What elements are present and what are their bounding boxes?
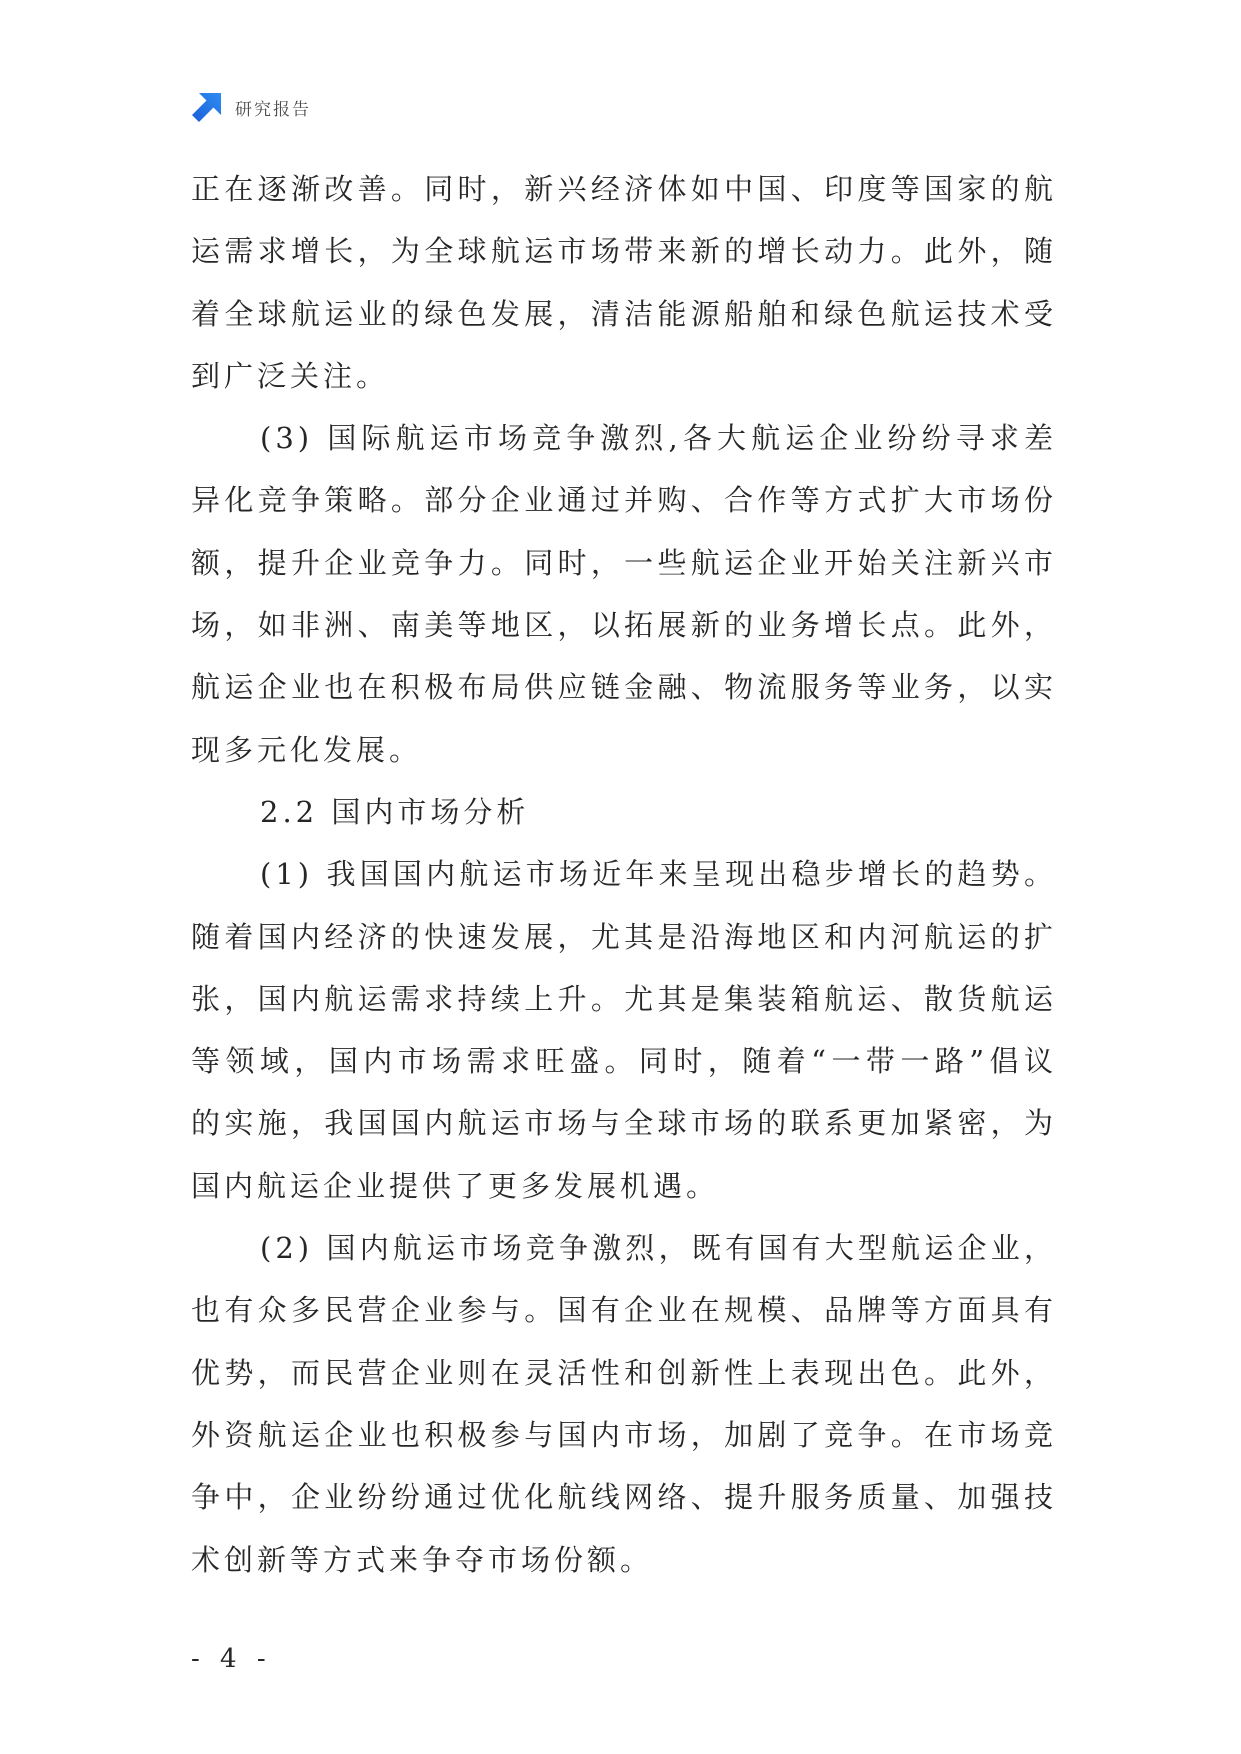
text-line: 随着国内经济的快速发展，尤其是沿海地区和内河航运的扩 (191, 919, 1057, 954)
text-line: (2) 国内航运市场竞争激烈，既有国有大型航运企业， (260, 1231, 1057, 1266)
text-line: 正在逐渐改善。同时，新兴经济体如中国、印度等国家的航 (191, 172, 1057, 206)
paragraph (191, 1217, 1057, 1591)
document-body (191, 158, 1057, 1591)
text-line: 等领域，国内市场需求旺盛。同时，随着“一带一路”倡议 (191, 1044, 1057, 1079)
text-line: 现多元化发展。 (191, 732, 423, 767)
text-line: 2.2 国内市场分析 (260, 794, 530, 829)
text-line: 航运企业也在积极布局供应链金融、物流服务等业务，以实 (191, 670, 1057, 705)
arrow-up-right-logo-icon (191, 91, 223, 123)
text-line: 术创新等方式来争夺市场份额。 (191, 1542, 654, 1577)
text-line: 优势，而民营企业则在灵活性和创新性上表现出色。此外， (191, 1355, 1057, 1390)
text-line: 着全球航运业的绿色发展，清洁能源船舶和绿色航运技术受 (191, 296, 1057, 331)
report-type-label: 研究报告 (235, 99, 311, 120)
text-line: (3) 国际航运市场竞争激烈,各大航运企业纷纷寻求差 (260, 421, 1057, 456)
text-line: (1) 我国国内航运市场近年来呈现出稳步增长的趋势。 (260, 857, 1057, 892)
paragraph (191, 407, 1057, 781)
text-line: 外资航运企业也积极参与国内市场，加剧了竞争。在市场竞 (191, 1417, 1057, 1452)
page-header (191, 90, 311, 124)
paragraph (191, 843, 1057, 1217)
paragraph (191, 158, 1057, 407)
text-line: 异化竞争策略。部分企业通过并购、合作等方式扩大市场份 (191, 483, 1057, 518)
text-line: 场，如非洲、南美等地区，以拓展新的业务增长点。此外， (191, 608, 1057, 643)
text-line: 张，国内航运需求持续上升。尤其是集装箱航运、散货航运 (191, 981, 1057, 1016)
page-number: - 4 - (191, 1644, 272, 1674)
text-line: 争中，企业纷纷通过优化航线网络、提升服务质量、加强技 (191, 1480, 1057, 1515)
section-heading (191, 781, 1057, 843)
text-line: 运需求增长，为全球航运市场带来新的增长动力。此外，随 (191, 234, 1057, 269)
text-line: 额，提升企业竞争力。同时，一些航运企业开始关注新兴市 (191, 545, 1057, 580)
text-line: 的实施，我国国内航运市场与全球市场的联系更加紧密，为 (191, 1106, 1057, 1141)
text-line: 也有众多民营企业参与。国有企业在规模、品牌等方面具有 (191, 1293, 1057, 1328)
text-line: 国内航运企业提供了更多发展机遇。 (191, 1168, 720, 1203)
text-line: 到广泛关注。 (191, 358, 390, 393)
